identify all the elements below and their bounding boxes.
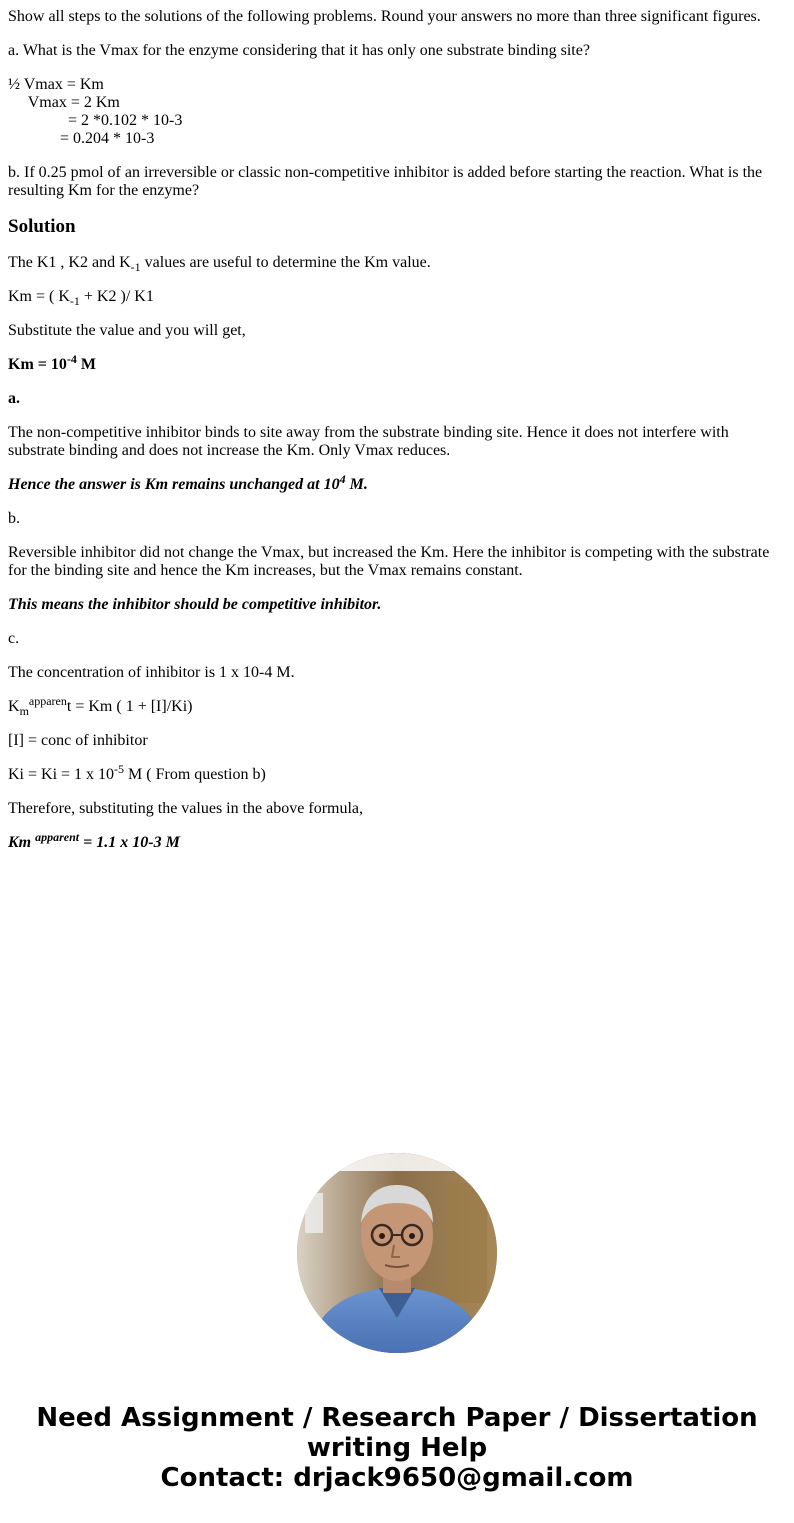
footer-line: writing Help: [306, 1433, 488, 1463]
calc-line: ½ Vmax = Km: [8, 76, 104, 93]
calc-line: = 2 *0.102 * 10-3: [8, 112, 183, 129]
person-photo-icon: [297, 1153, 497, 1353]
vmax-calculation: [8, 76, 786, 148]
avatar: [297, 1153, 497, 1353]
intro-text: Show all steps to the solutions of the following problems. Round your answers no more than three significant figures.: [8, 8, 761, 25]
contact-footer: [0, 1403, 794, 1493]
inhibitor-concentration: The concentration of inhibitor is 1 x 10-4 M.: [8, 664, 295, 681]
label-c: c.: [8, 630, 20, 647]
label-a: a.: [8, 390, 20, 407]
question-a: a. What is the Vmax for the enzyme considering that it has only one substrate binding site?: [8, 42, 590, 59]
calc-line: Vmax = 2 Km: [8, 94, 120, 111]
km-apparent-formula: $K_m^{apparen}t = Km$ ( 1 + [I]/Ki): [8, 694, 193, 718]
inhibitor-definition: [I] = conc of inhibitor: [8, 732, 148, 749]
answer-a: Hence the answer is Km remains unchanged at $10^4$ M.: [8, 472, 368, 493]
answer-b: This means the inhibitor should be competitive inhibitor.: [8, 596, 382, 613]
label-b: b.: [8, 510, 20, 527]
substituting-text: Therefore, substituting the values in the above formula,: [8, 800, 364, 817]
ki-value: Ki = Ki = 1 x $10^{-5}$ M ( From question b): [8, 762, 266, 783]
noncompetitive-explanation: The non-competitive inhibitor binds to site away from the substrate binding site. Hence it does not interfere with substrate binding and does not increase the Km. Only Vmax reduces.: [8, 424, 729, 459]
km-result: $Km = 10^{-4}$ M: [8, 352, 96, 373]
km-formula: Km = ( $K_{-1} + K2$ )/ K1: [8, 288, 154, 308]
solution-heading: Solution: [8, 216, 76, 237]
reversible-explanation: Reversible inhibitor did not change the Vmax, but increased the Km. Here the inhibitor is competing with the substrate for the binding site and hence the Km increases, but the Vmax remains constant.: [8, 544, 770, 579]
km-intro: The K1 , K2 and $K_{-1}$ values are useful to determine the Km value.: [8, 254, 431, 274]
question-b: b. If 0.25 pmol of an irreversible or classic non-competitive inhibitor is added before starting the reaction. What is the resulting Km for the enzyme?: [8, 164, 763, 199]
calc-line: = 0.204 * 10-3: [8, 130, 155, 147]
substitute-text: Substitute the value and you will get,: [8, 322, 246, 339]
answer-c: Km $^{apparent}$ = 1.1 x 10-3 M: [8, 830, 180, 851]
footer-contact-email: Contact: drjack9650@gmail.com: [160, 1463, 634, 1493]
footer-line: Need Assignment / Research Paper / Dissertation: [36, 1403, 758, 1433]
